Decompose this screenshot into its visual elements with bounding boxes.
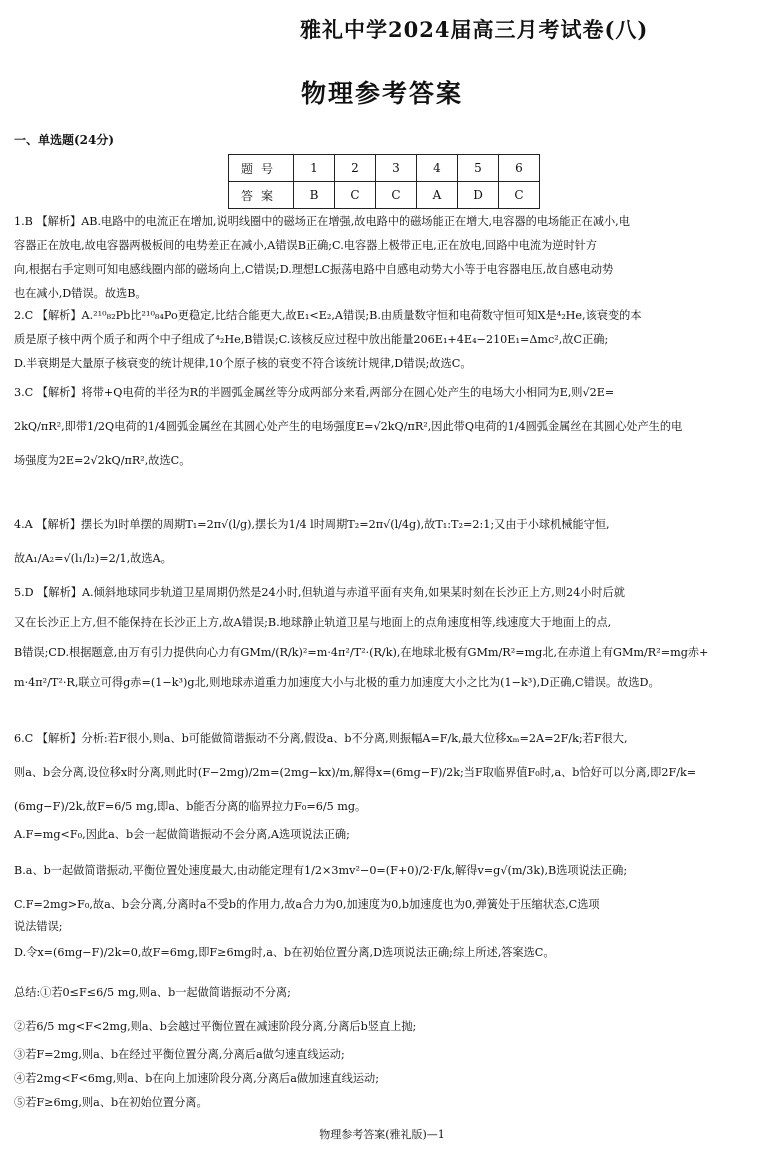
option-c-analysis-cont: 说法错误; xyxy=(14,920,63,933)
text-line: 2.C 【解析】A.²¹⁰₈₂Pb比²¹⁰₈₄Po更稳定,比结合能更大,故E₁<E₂,A错误;B.由质量数守恒和电荷数守恒可知X是⁴₂He,该衰变的本 xyxy=(14,309,642,322)
table-cell: 3 xyxy=(376,155,417,182)
question-2-solution xyxy=(14,304,752,376)
text-line: 2kQ/πR²,即带1/2Q电荷的1/4圆弧金属丝在其圆心处产生的电场强度E=√2kQ/πR²,因此带Q电荷的1/4圆弧金属丝在其圆心处产生的电 xyxy=(14,420,683,433)
text-line: 也在减小,D错误。故选B。 xyxy=(14,287,147,300)
table-cell: 5 xyxy=(458,155,499,182)
table-row xyxy=(229,182,540,209)
summary-5: ⑤若F≥6mg,则a、b在初始位置分离。 xyxy=(14,1096,208,1109)
text-line: 故A₁/A₂=√(l₁/l₂)=2/1,故选A。 xyxy=(14,552,172,565)
exam-title: 雅礼中学2024届高三月考试卷(八) xyxy=(300,17,649,42)
table-cell: A xyxy=(417,182,458,209)
question-4-solution xyxy=(14,508,752,576)
text-line: 6.C 【解析】分析:若F很小,则a、b可能做简谐振动不分离,假设a、b不分离,则振幅A=F/k,最大位移xₘ=2A=2F/k;若F很大, xyxy=(14,732,628,745)
table-cell: 4 xyxy=(417,155,458,182)
table-cell: 答案 xyxy=(229,182,294,209)
text-line: 1.B 【解析】AB.电路中的电流正在增加,说明线圈中的磁场正在增强,故电路中的磁场能正在增大,电容器的电场能正在减小,电 xyxy=(14,215,630,228)
option-b-analysis: B.a、b一起做简谐振动,平衡位置处速度最大,由动能定理有1/2×3mv²−0=(F+0)/2·F/k,解得v=g√(m/3k),B选项说法正确; xyxy=(14,864,628,877)
question-3-solution xyxy=(14,376,752,478)
text-line: 容器正在放电,故电容器两极板间的电势差正在减小,A错误B正确;C.电容器上极带正电,正在放电,回路中电流为逆时针方 xyxy=(14,239,598,252)
text-line: (6mg−F)/2k,故F=6/5 mg,即a、b能否分离的临界拉力F₀=6/5 mg。 xyxy=(14,800,367,813)
table-cell: 2 xyxy=(335,155,376,182)
text-line: D.半衰期是大量原子核衰变的统计规律,10个原子核的衰变不符合该统计规律,D错误;故选C。 xyxy=(14,357,472,370)
option-a-analysis: A.F=mg<F₀,因此a、b会一起做简谐振动不会分离,A选项说法正确; xyxy=(14,828,350,841)
page-footer: 物理参考答案(雅礼版)—1 xyxy=(319,1128,445,1141)
question-1-solution xyxy=(14,210,752,306)
option-c-analysis: C.F=2mg>F₀,故a、b会分离,分离时a不受b的作用力,故a合力为0,加速度为0,b加速度也为0,弹簧处于压缩状态,C选项 xyxy=(14,898,600,911)
text-line: m·4π²/T²·R,联立可得g赤=(1−k³)g北,则地球赤道重力加速度大小与北极的重力加速度大小之比为(1−k³),D正确,C错误。故选D。 xyxy=(14,676,660,689)
text-line: B错误;CD.根据题意,由万有引力提供向心力有GMm/(R/k)²=m·4π²/T²·(R/k),在地球北极有GMm/R²=mg北,在赤道上有GMm/R²=mg赤+ xyxy=(14,646,709,659)
question-5-solution xyxy=(14,578,752,698)
text-line: 又在长沙正上方,但不能保持在长沙正上方,故A错误;B.地球静止轨道卫星与地面上的点角速度相等,线速度大于地面上的点, xyxy=(14,616,612,629)
table-cell: 6 xyxy=(499,155,540,182)
text-line: 4.A 【解析】摆长为l时单摆的周期T₁=2π√(l/g),摆长为1/4 l时周期T₂=2π√(l/4g),故T₁:T₂=2:1;又由于小球机械能守恒, xyxy=(14,518,610,531)
text-line: 3.C 【解析】将带+Q电荷的半径为R的半圆弧金属丝等分成两部分来看,两部分在圆心处产生的电场大小相同为E,则√2E= xyxy=(14,386,615,399)
option-d-analysis: D.令x=(6mg−F)/2k=0,故F=6mg,即F≥6mg时,a、b在初始位置分离,D选项说法正确;综上所述,答案选C。 xyxy=(14,946,555,959)
table-cell: 1 xyxy=(294,155,335,182)
answer-table xyxy=(228,154,540,209)
summary-1: 总结:①若0≤F≤6/5 mg,则a、b一起做简谐振动不分离; xyxy=(14,986,291,999)
table-cell: B xyxy=(294,182,335,209)
table-cell: 题号 xyxy=(229,155,294,182)
text-line: 5.D 【解析】A.倾斜地球同步轨道卫星周期仍然是24小时,但轨道与赤道平面有夹角,如果某时刻在长沙正上方,则24小时后就 xyxy=(14,586,625,599)
table-cell: D xyxy=(458,182,499,209)
section-heading: 一、单选题(24分) xyxy=(14,133,115,147)
summary-4: ④若2mg<F<6mg,则a、b在向上加速阶段分离,分离后a做加速直线运动; xyxy=(14,1072,379,1085)
text-line: 质是原子核中两个质子和两个中子组成了⁴₂He,B错误;C.该核反应过程中放出能量206E₁+4E₄−210E₁=Δmc²,故C正确; xyxy=(14,333,609,346)
summary-2: ②若6/5 mg<F<2mg,则a、b会越过平衡位置在减速阶段分离,分离后b竖直上抛; xyxy=(14,1020,417,1033)
summary-3: ③若F=2mg,则a、b在经过平衡位置分离,分离后a做匀速直线运动; xyxy=(14,1048,345,1061)
text-line: 向,根据右手定则可知电感线圈内部的磁场向上,C错误;D.理想LC振荡电路中自感电动势大小等于电容器电压,故自感电动势 xyxy=(14,263,614,276)
answer-key-title: 物理参考答案 xyxy=(300,79,463,108)
table-cell: C xyxy=(335,182,376,209)
table-row xyxy=(229,155,540,182)
table-cell: C xyxy=(499,182,540,209)
text-line: 则a、b会分离,设位移x时分离,则此时(F−2mg)/2m=(2mg−kx)/m,解得x=(6mg−F)/2k;当F取临界值F₀时,a、b恰好可以分离,即2F/k= xyxy=(14,766,697,779)
text-line: 场强度为2E=2√2kQ/πR²,故选C。 xyxy=(14,454,191,467)
table-cell: C xyxy=(376,182,417,209)
question-6-solution xyxy=(14,722,752,824)
